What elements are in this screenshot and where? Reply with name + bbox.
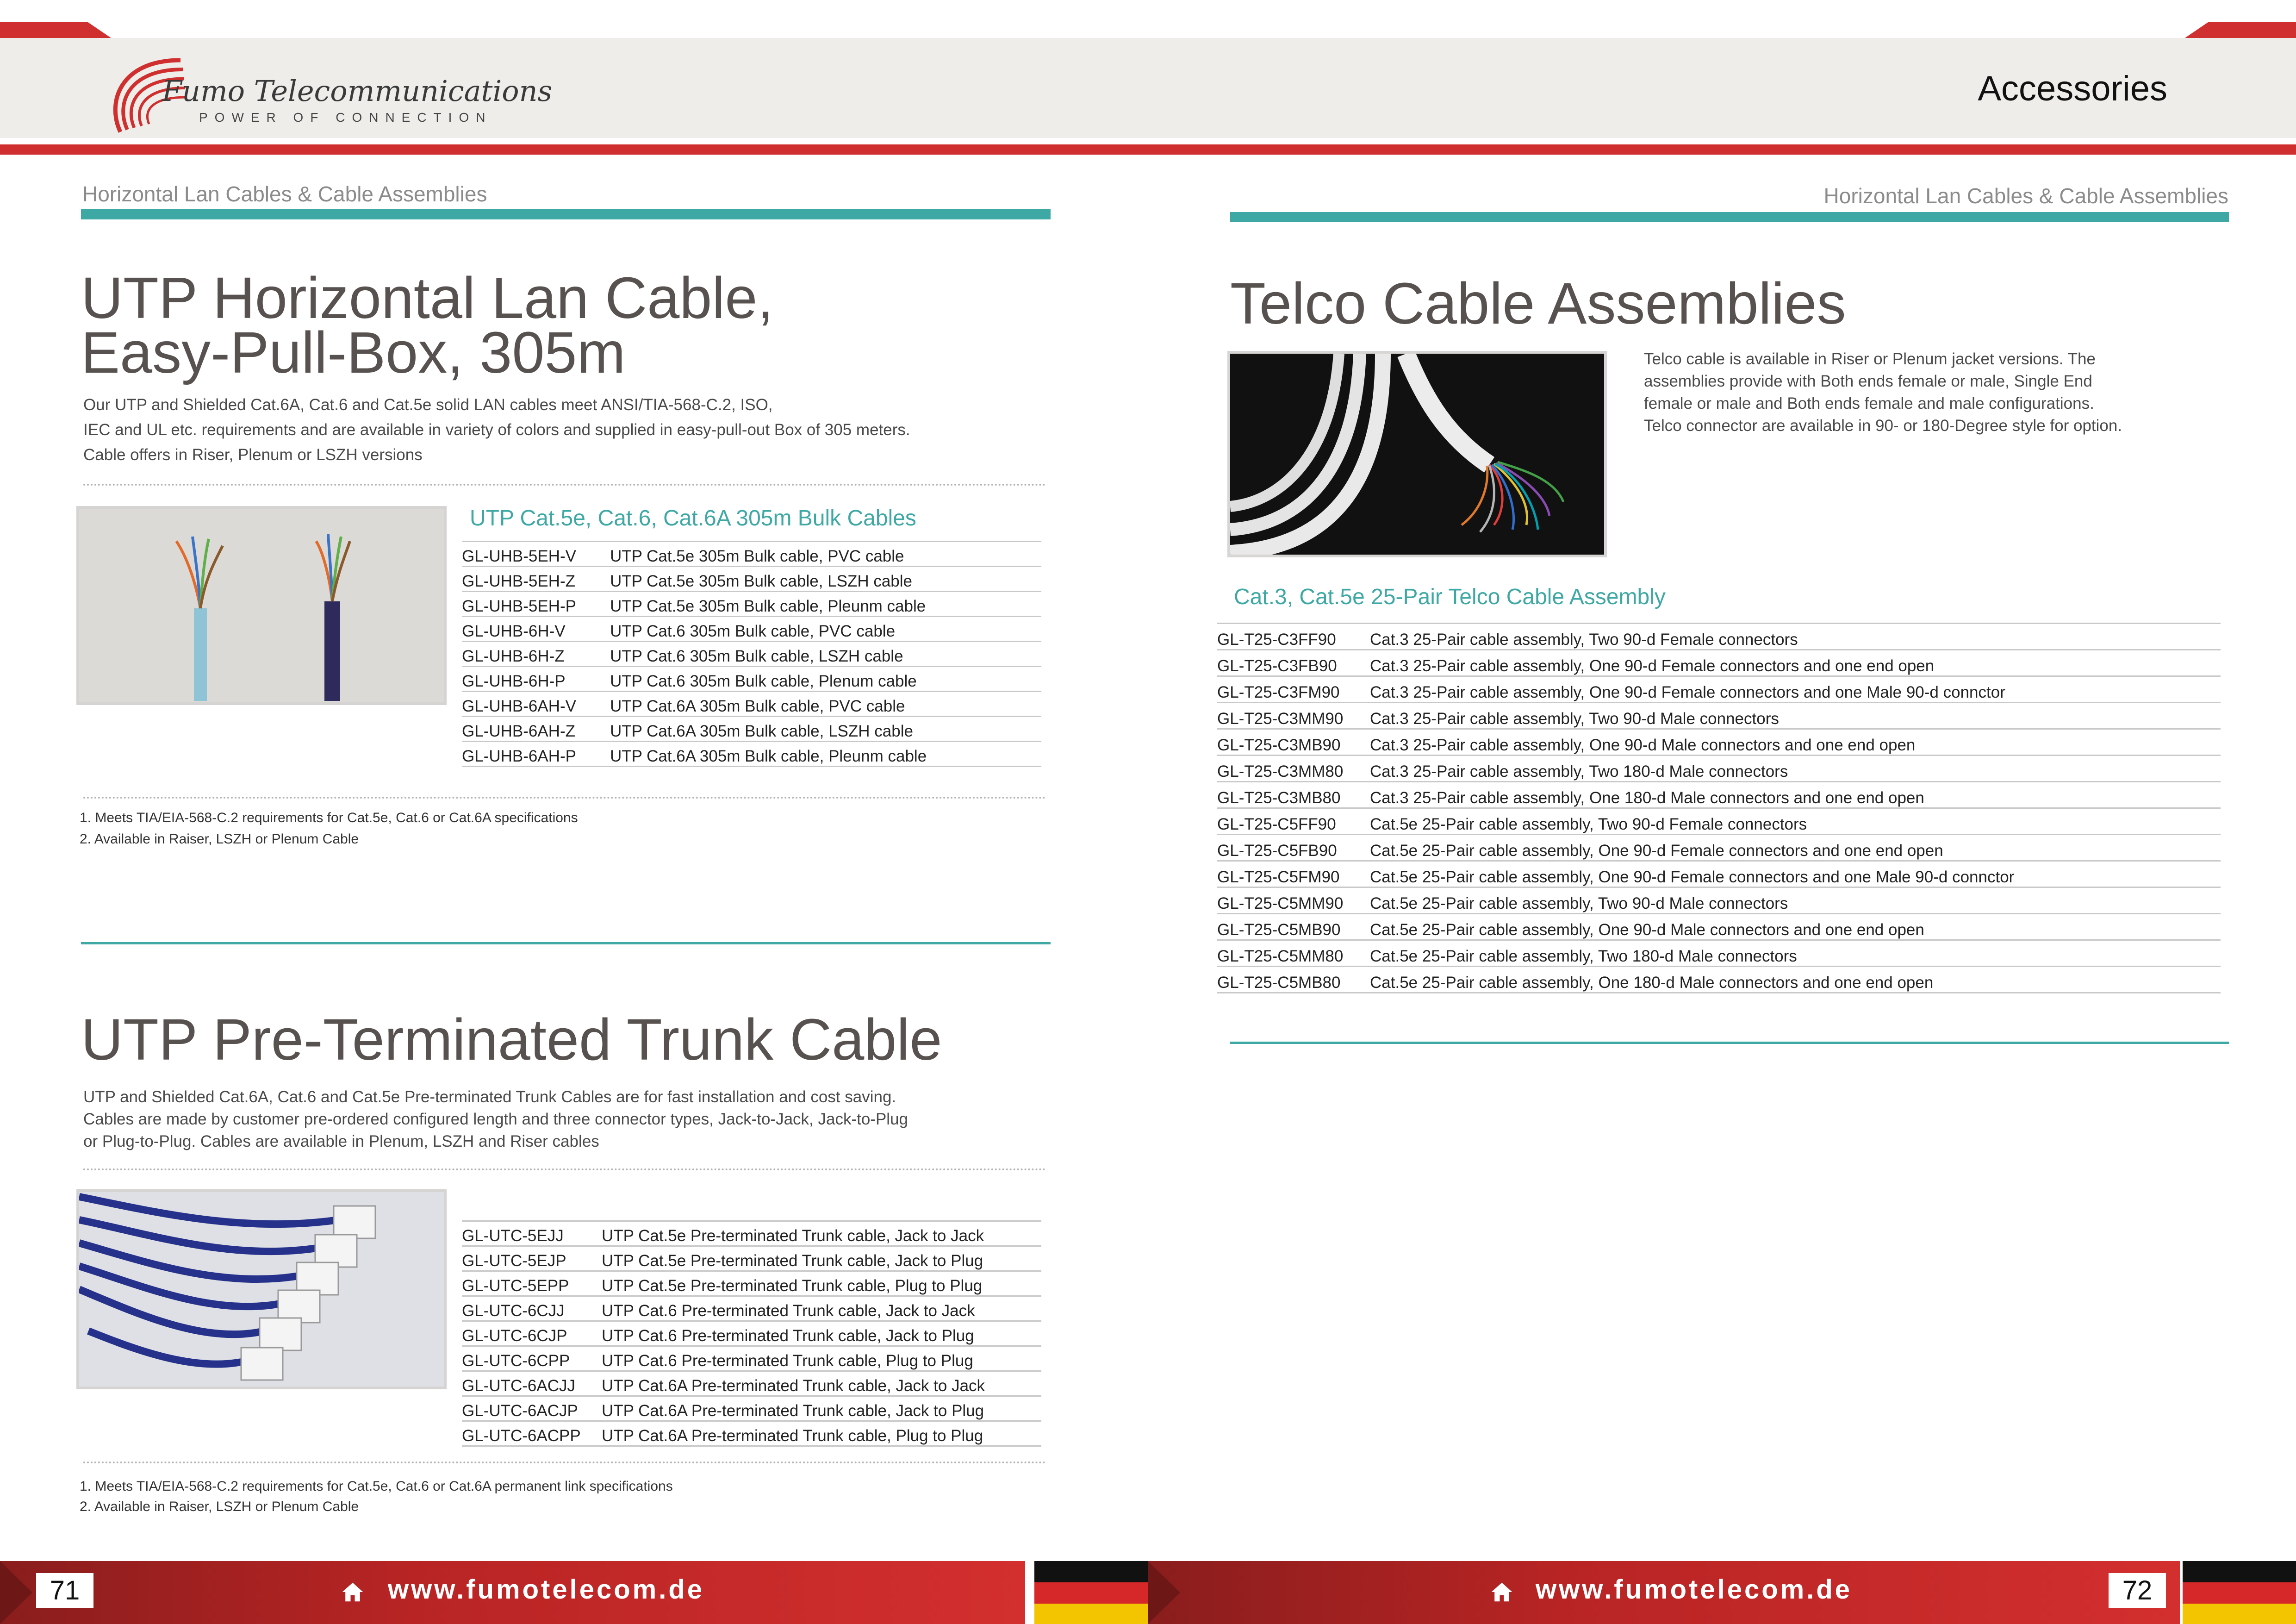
part-number-cell: GL-UTC-6ACJP: [462, 1396, 602, 1421]
table-row: [462, 692, 1041, 717]
description-cell: UTP Cat.6A 305m Bulk cable, Pleunm cable: [610, 742, 1041, 767]
footer-url-right[interactable]: www.fumotelecom.de: [1536, 1574, 1853, 1605]
trunk-desc-line3: or Plug-to-Plug. Cables are available in Plenum, LSZH and Riser cables: [83, 1132, 599, 1150]
table-row: [462, 617, 1041, 642]
bulk-divider-top: [83, 484, 1046, 486]
part-number-cell: GL-UTC-6CPP: [462, 1346, 602, 1371]
telco-subtitle: Cat.3, Cat.5e 25-Pair Telco Cable Assembly: [1234, 585, 1666, 609]
description-cell: Cat.5e 25-Pair cable assembly, One 180-d Male connectors and one end open: [1370, 967, 2221, 993]
table-row: [462, 542, 1041, 567]
left-teal-bar: [81, 209, 1051, 219]
trunk-divider-bottom: [83, 1462, 1046, 1463]
table-row: [462, 1346, 1041, 1371]
bulk-cable-photo: [76, 506, 447, 705]
part-number-cell: GL-T25-C3MB80: [1217, 782, 1370, 808]
description-cell: UTP Cat.6 305m Bulk cable, PVC cable: [610, 617, 1041, 642]
description-cell: Cat.3 25-Pair cable assembly, One 90-d Female connectors and one end open: [1370, 650, 2221, 676]
part-number-cell: GL-T25-C5FB90: [1217, 835, 1370, 861]
bulk-desc-line1: Our UTP and Shielded Cat.6A, Cat.6 and Cat.5e solid LAN cables meet ANSI/TIA-568-C.2, ISO,: [83, 396, 773, 414]
description-cell: Cat.5e 25-Pair cable assembly, Two 90-d Male connectors: [1370, 887, 2221, 914]
trunk-cable-photo: [76, 1189, 447, 1389]
description-cell: UTP Cat.6A 305m Bulk cable, LSZH cable: [610, 717, 1041, 742]
table-row: [1217, 729, 2221, 756]
part-number-cell: GL-T25-C5MM80: [1217, 940, 1370, 967]
part-number-cell: GL-T25-C3FM90: [1217, 676, 1370, 703]
description-cell: Cat.3 25-Pair cable assembly, One 180-d Male connectors and one end open: [1370, 782, 2221, 808]
header-red-rule: [0, 144, 2296, 155]
part-number-cell: GL-UTC-5EJJ: [462, 1221, 602, 1246]
description-cell: UTP Cat.5e 305m Bulk cable, LSZH cable: [610, 567, 1041, 592]
telco-cable-photo: [1227, 351, 1607, 557]
left-section-rule: [81, 942, 1051, 944]
description-cell: Cat.5e 25-Pair cable assembly, One 90-d Female connectors and one Male 90-d connctor: [1370, 861, 2221, 887]
part-number-cell: GL-UTC-6CJJ: [462, 1296, 602, 1321]
description-cell: Cat.3 25-Pair cable assembly, Two 90-d Male connectors: [1370, 703, 2221, 729]
part-number-cell: GL-UHB-6AH-P: [462, 742, 610, 767]
bulk-desc-line3: Cable offers in Riser, Plenum or LSZH versions: [83, 446, 423, 464]
table-row: [1217, 861, 2221, 887]
description-cell: Cat.5e 25-Pair cable assembly, One 90-d Female connectors and one end open: [1370, 835, 2221, 861]
description-cell: UTP Cat.5e Pre-terminated Trunk cable, Plug to Plug: [602, 1271, 1041, 1296]
flag-left-gold: [1034, 1604, 1148, 1624]
description-cell: Cat.5e 25-Pair cable assembly, Two 90-d Female connectors: [1370, 808, 2221, 835]
telco-desc-line4: Telco connector are available in 90- or 180-Degree style for option.: [1644, 417, 2122, 435]
table-row: [1217, 676, 2221, 703]
part-number-cell: GL-UHB-5EH-Z: [462, 567, 610, 592]
table-row: [1217, 703, 2221, 729]
part-number-cell: GL-UTC-6ACPP: [462, 1421, 602, 1446]
table-row: [1217, 940, 2221, 967]
description-cell: UTP Cat.6 305m Bulk cable, LSZH cable: [610, 642, 1041, 667]
home-icon: [340, 1580, 365, 1605]
description-cell: UTP Cat.6 305m Bulk cable, Plenum cable: [610, 667, 1041, 692]
trunk-desc-line1: UTP and Shielded Cat.6A, Cat.6 and Cat.5e Pre-terminated Trunk Cables are for fast installation and cost saving.: [83, 1088, 896, 1106]
description-cell: Cat.3 25-Pair cable assembly, One 90-d Male connectors and one end open: [1370, 729, 2221, 756]
part-number-cell: GL-UTC-6ACJJ: [462, 1371, 602, 1396]
brand-tagline: POWER OF CONNECTION: [199, 110, 492, 125]
part-number-cell: GL-UHB-6H-P: [462, 667, 610, 692]
part-number-cell: GL-UHB-6H-V: [462, 617, 610, 642]
table-row: [1217, 967, 2221, 993]
table-row: [462, 1396, 1041, 1421]
table-row: [462, 1271, 1041, 1296]
table-row: [1217, 650, 2221, 676]
table-row: [1217, 835, 2221, 861]
part-number-cell: GL-UHB-6H-Z: [462, 642, 610, 667]
table-row: [462, 1371, 1041, 1396]
description-cell: UTP Cat.6 Pre-terminated Trunk cable, Jack to Jack: [602, 1296, 1041, 1321]
part-number-cell: GL-T25-C3FB90: [1217, 650, 1370, 676]
trunk-desc-line2: Cables are made by customer pre-ordered configured length and three connector types, Jack-to-Jack, Jack-to-Plug: [83, 1110, 908, 1128]
telco-desc-line1: Telco cable is available in Riser or Plenum jacket versions. The: [1644, 350, 2096, 368]
part-number-cell: GL-T25-C5MB90: [1217, 914, 1370, 940]
part-number-cell: GL-T25-C3FF90: [1217, 624, 1370, 650]
table-row: [462, 567, 1041, 592]
trunk-note-2: 2. Available in Raiser, LSZH or Plenum Cable: [80, 1499, 359, 1514]
flag-left-black: [1034, 1561, 1148, 1582]
flag-left-red: [1034, 1582, 1148, 1604]
bulk-title-line1: UTP Horizontal Lan Cable,: [81, 265, 774, 331]
bulk-subtitle: UTP Cat.5e, Cat.6, Cat.6A 305m Bulk Cables: [470, 506, 916, 531]
part-number-cell: GL-T25-C3MM80: [1217, 756, 1370, 782]
table-row: [462, 667, 1041, 692]
table-row: [462, 592, 1041, 617]
trunk-title: UTP Pre-Terminated Trunk Cable: [81, 1007, 942, 1072]
description-cell: UTP Cat.6A Pre-terminated Trunk cable, Jack to Jack: [602, 1371, 1041, 1396]
brand-name: Fumo Telecommunications: [162, 74, 553, 108]
part-number-cell: GL-T25-C3MB90: [1217, 729, 1370, 756]
page-number-left: 71: [36, 1573, 93, 1608]
part-number-cell: GL-T25-C5FF90: [1217, 808, 1370, 835]
description-cell: Cat.5e 25-Pair cable assembly, One 90-d Male connectors and one end open: [1370, 914, 2221, 940]
right-teal-bar: [1230, 212, 2229, 222]
table-row: [462, 1321, 1041, 1346]
table-row: [462, 642, 1041, 667]
bulk-title-line2: Easy-Pull-Box, 305m: [81, 320, 626, 385]
part-number-cell: GL-UTC-5EPP: [462, 1271, 602, 1296]
bulk-divider-bottom: [83, 797, 1046, 799]
telco-title: Telco Cable Assemblies: [1230, 271, 1846, 336]
header-corner-right: [2185, 22, 2296, 38]
part-number-cell: GL-UTC-6CJP: [462, 1321, 602, 1346]
table-row: [462, 1221, 1041, 1246]
table-row: [462, 717, 1041, 742]
table-row: [462, 1296, 1041, 1321]
table-row: [1217, 756, 2221, 782]
part-number-cell: GL-UTC-5EJP: [462, 1246, 602, 1271]
bulk-desc-line2: IEC and UL etc. requirements and are available in variety of colors and supplied in easy-pull-out Box of 305 meters.: [83, 421, 910, 439]
bulk-note-1: 1. Meets TIA/EIA-568-C.2 requirements for Cat.5e, Cat.6 or Cat.6A specifications: [80, 810, 578, 825]
telco-desc-line2: assemblies provide with Both ends female or male, Single End: [1644, 372, 2092, 390]
page-number-right: 72: [2109, 1573, 2166, 1608]
trunk-note-1: 1. Meets TIA/EIA-568-C.2 requirements for Cat.5e, Cat.6 or Cat.6A permanent link specifications: [80, 1479, 673, 1494]
left-section-label: Horizontal Lan Cables & Cable Assemblies: [82, 182, 487, 206]
description-cell: UTP Cat.6A Pre-terminated Trunk cable, Jack to Plug: [602, 1396, 1041, 1421]
right-section-rule: [1230, 1042, 2229, 1044]
table-row: [1217, 782, 2221, 808]
footer-url-left[interactable]: www.fumotelecom.de: [388, 1574, 705, 1605]
table-row: [462, 742, 1041, 767]
description-cell: UTP Cat.6A 305m Bulk cable, PVC cable: [610, 692, 1041, 717]
table-row: [1217, 914, 2221, 940]
telco-cable-table: [1217, 623, 2221, 993]
table-row: [1217, 808, 2221, 835]
part-number-cell: GL-UHB-6AH-V: [462, 692, 610, 717]
description-cell: UTP Cat.6A Pre-terminated Trunk cable, Plug to Plug: [602, 1421, 1041, 1446]
bulk-note-2: 2. Available in Raiser, LSZH or Plenum Cable: [80, 831, 359, 847]
bulk-cable-table: [462, 541, 1041, 767]
table-row: [462, 1246, 1041, 1271]
description-cell: UTP Cat.5e Pre-terminated Trunk cable, Jack to Plug: [602, 1246, 1041, 1271]
part-number-cell: GL-T25-C5MM90: [1217, 887, 1370, 914]
trunk-cable-table: [462, 1220, 1041, 1447]
description-cell: Cat.3 25-Pair cable assembly, One 90-d Female connectors and one Male 90-d connctor: [1370, 676, 2221, 703]
catalog-section-title: Accessories: [1978, 69, 2167, 108]
table-row: [1217, 624, 2221, 650]
description-cell: UTP Cat.6 Pre-terminated Trunk cable, Plug to Plug: [602, 1346, 1041, 1371]
part-number-cell: GL-T25-C5FM90: [1217, 861, 1370, 887]
header-corner-left: [0, 22, 111, 38]
table-row: [462, 1421, 1041, 1446]
table-row: [1217, 887, 2221, 914]
part-number-cell: GL-T25-C5MB80: [1217, 967, 1370, 993]
description-cell: Cat.3 25-Pair cable assembly, Two 90-d Female connectors: [1370, 624, 2221, 650]
part-number-cell: GL-UHB-5EH-P: [462, 592, 610, 617]
telco-desc-line3: female or male and Both ends female and male configurations.: [1644, 394, 2094, 412]
home-icon: [1489, 1580, 1514, 1605]
flag-right-black: [2183, 1561, 2296, 1582]
part-number-cell: GL-T25-C3MM90: [1217, 703, 1370, 729]
description-cell: UTP Cat.6 Pre-terminated Trunk cable, Jack to Plug: [602, 1321, 1041, 1346]
description-cell: UTP Cat.5e Pre-terminated Trunk cable, Jack to Jack: [602, 1221, 1041, 1246]
right-section-label: Horizontal Lan Cables & Cable Assemblies: [1823, 184, 2228, 208]
description-cell: Cat.3 25-Pair cable assembly, Two 180-d Male connectors: [1370, 756, 2221, 782]
description-cell: UTP Cat.5e 305m Bulk cable, PVC cable: [610, 542, 1041, 567]
part-number-cell: GL-UHB-6AH-Z: [462, 717, 610, 742]
flag-right-gold: [2183, 1604, 2296, 1624]
trunk-divider-top: [83, 1168, 1046, 1170]
description-cell: UTP Cat.5e 305m Bulk cable, Pleunm cable: [610, 592, 1041, 617]
part-number-cell: GL-UHB-5EH-V: [462, 542, 610, 567]
flag-right-red: [2183, 1582, 2296, 1604]
description-cell: Cat.5e 25-Pair cable assembly, Two 180-d Male connectors: [1370, 940, 2221, 967]
